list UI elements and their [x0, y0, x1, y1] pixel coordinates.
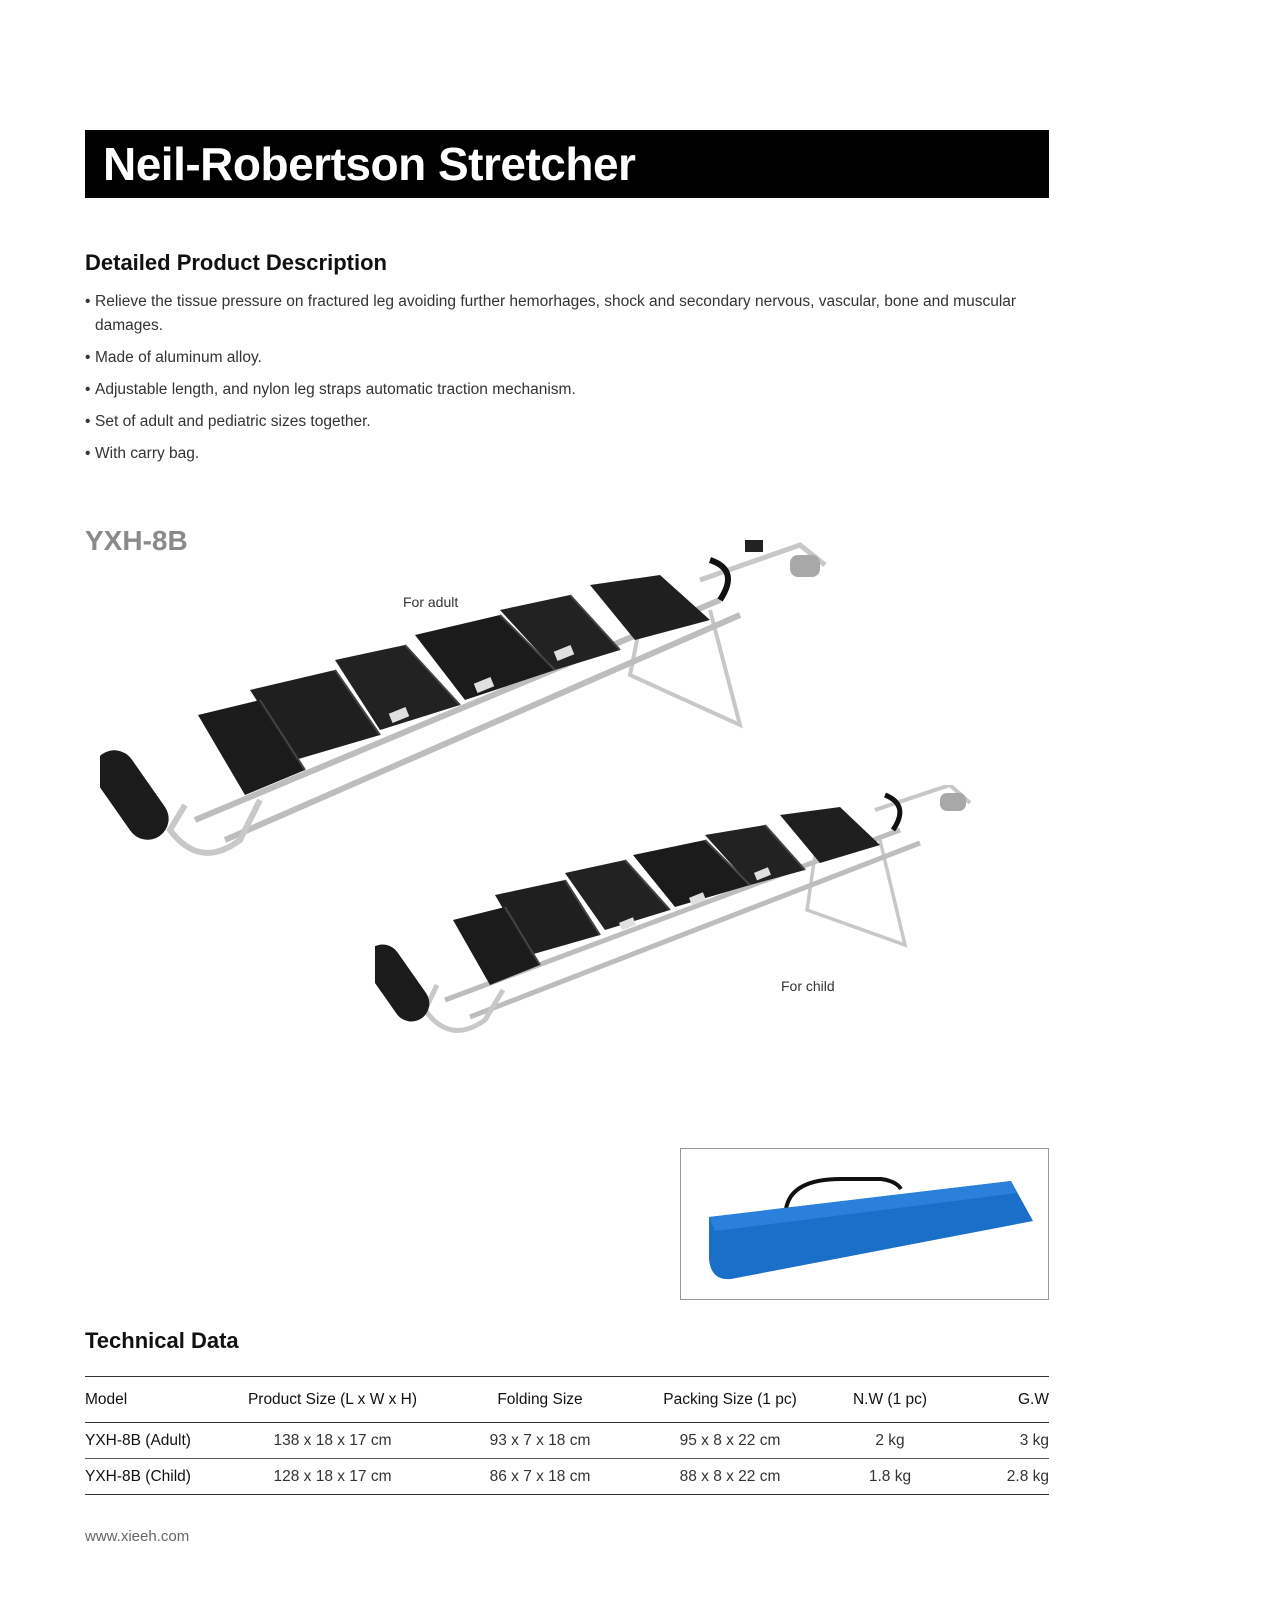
table-cell: 3 kg — [1019, 1431, 1049, 1449]
table-cell: 2.8 kg — [1006, 1467, 1049, 1485]
table-cell: 86 x 7 x 18 cm — [489, 1467, 591, 1485]
page-title: Neil-Robertson Stretcher — [85, 130, 1049, 198]
column-header: Product Size (L x W x H) — [247, 1390, 418, 1408]
description-item: • Relieve the tissue pressure on fractured leg avoiding further hemorhages, shock and secondary nervous, vascular, bone and muscular damages. — [85, 290, 1049, 338]
description-list — [85, 290, 1049, 474]
table-cell: YXH-8B (Adult) — [85, 1431, 191, 1449]
table-cell: 2 kg — [875, 1431, 905, 1449]
description-heading: Detailed Product Description — [85, 250, 387, 275]
table-header-row — [85, 1377, 1049, 1423]
column-header: N.W (1 pc) — [852, 1390, 928, 1408]
description-item: • With carry bag. — [85, 442, 1049, 466]
description-item: • Adjustable length, and nylon leg straps automatic traction mechanism. — [85, 378, 1049, 402]
column-header: Model — [85, 1390, 128, 1408]
table-cell: 128 x 18 x 17 cm — [273, 1467, 392, 1485]
carry-bag-image — [681, 1149, 1048, 1299]
caption-child: For child — [781, 978, 835, 994]
table-cell: 93 x 7 x 18 cm — [489, 1431, 591, 1449]
child-stretcher-image — [375, 785, 1015, 1055]
description-item: • Set of adult and pediatric sizes together. — [85, 410, 1049, 434]
table-cell: 95 x 8 x 22 cm — [679, 1431, 781, 1449]
table-row — [85, 1423, 1049, 1459]
footer-website: www.xieeh.com — [85, 1528, 190, 1545]
table-row — [85, 1459, 1049, 1495]
table-cell: 88 x 8 x 22 cm — [679, 1467, 781, 1485]
description-item: • Made of aluminum alloy. — [85, 346, 1049, 370]
caption-adult: For adult — [403, 594, 459, 610]
technical-heading: Technical Data — [85, 1328, 239, 1353]
table-cell: YXH-8B (Child) — [85, 1467, 191, 1485]
model-label: YXH-8B — [85, 525, 188, 556]
table-cell: 138 x 18 x 17 cm — [273, 1431, 392, 1449]
technical-data-table — [85, 1376, 1049, 1495]
table-cell: 1.8 kg — [868, 1467, 912, 1485]
column-header: Folding Size — [497, 1390, 583, 1408]
column-header: Packing Size (1 pc) — [663, 1390, 797, 1408]
carry-bag-photo — [680, 1148, 1049, 1300]
column-header: G.W — [1018, 1390, 1049, 1408]
